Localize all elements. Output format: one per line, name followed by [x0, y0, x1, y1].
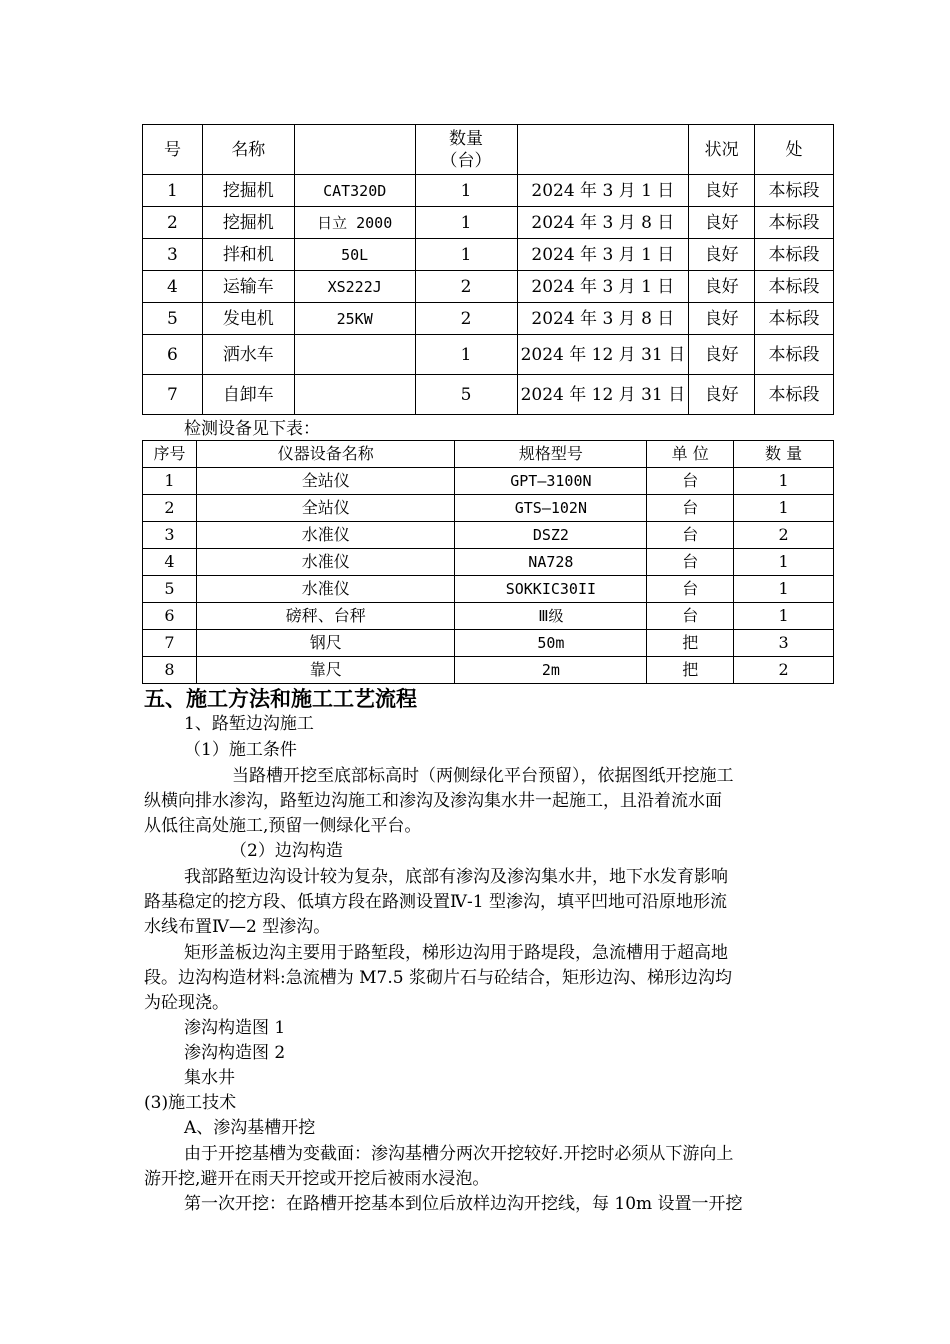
instrument-intro: 检测设备见下表： [184, 419, 320, 439]
header-cell: 规格型号 [455, 441, 647, 468]
table-cell: 本标段 [755, 375, 834, 415]
header-cell: 名称 [202, 125, 294, 175]
table-cell: 1 [415, 207, 517, 239]
table-cell: 钢尺 [196, 630, 455, 657]
table-cell: 本标段 [755, 303, 834, 335]
table-cell: 2m [455, 657, 647, 684]
instrument-table [142, 440, 834, 684]
table-cell: 水准仪 [196, 576, 455, 603]
table-cell: 运输车 [202, 271, 294, 303]
section-heading: 五、施工方法和施工工艺流程 [144, 687, 417, 711]
table-cell: 1 [143, 175, 203, 207]
table-cell: 本标段 [755, 239, 834, 271]
table-cell: 1 [415, 175, 517, 207]
table-cell: 2 [143, 495, 197, 522]
table-row [143, 603, 834, 630]
table-cell: 日立 2000 [294, 207, 415, 239]
table-row [143, 175, 834, 207]
para2-line2: 路基稳定的挖方段、低填方段在路测设置Ⅳ-1 型渗沟，填平凹地可沿原地形流 [144, 892, 727, 912]
table-cell: CAT320D [294, 175, 415, 207]
table-cell: 5 [143, 303, 203, 335]
table-cell: 全站仪 [196, 495, 455, 522]
table-cell: 1 [143, 468, 197, 495]
table-cell: 台 [647, 495, 734, 522]
table-cell: 7 [143, 375, 203, 415]
table-cell: 本标段 [755, 175, 834, 207]
subsection-title: 1、路堑边沟施工 [184, 714, 314, 734]
table-cell: 2 [734, 657, 834, 684]
table-cell: 水准仪 [196, 522, 455, 549]
table-cell: 良好 [689, 375, 755, 415]
table-cell: 洒水车 [202, 335, 294, 375]
table-cell: 2 [415, 271, 517, 303]
table-cell: 25KW [294, 303, 415, 335]
table-cell: 挖掘机 [202, 207, 294, 239]
table-cell: 2024 年 12 月 31 日 [517, 375, 689, 415]
table-cell: 2024 年 12 月 31 日 [517, 335, 689, 375]
table-cell: 把 [647, 657, 734, 684]
table-cell: 2 [734, 522, 834, 549]
table-row [143, 630, 834, 657]
subsection-condition: （1）施工条件 [184, 740, 297, 760]
table-cell: 7 [143, 630, 197, 657]
table-cell: 3 [143, 522, 197, 549]
header-cell: 仪器设备名称 [196, 441, 455, 468]
table-cell: DSZ2 [455, 522, 647, 549]
table-cell: 2024 年 3 月 1 日 [517, 175, 689, 207]
table-cell: 良好 [689, 207, 755, 239]
table-cell: 拌和机 [202, 239, 294, 271]
figure-label-2: 渗沟构造图 2 [184, 1043, 286, 1063]
table-row [143, 522, 834, 549]
table-row [143, 657, 834, 684]
table-cell: 1 [734, 549, 834, 576]
para5-line1: 第一次开挖：在路槽开挖基本到位后放样边沟开挖线，每 10m 设置一开挖 [184, 1194, 743, 1214]
table-cell: 台 [647, 549, 734, 576]
table-cell: 良好 [689, 239, 755, 271]
table-cell: 台 [647, 603, 734, 630]
header-cell [517, 125, 689, 175]
table-cell: 6 [143, 335, 203, 375]
table-cell: GTS—102N [455, 495, 647, 522]
table-cell: 50L [294, 239, 415, 271]
para2-line1: 我部路堑边沟设计较为复杂，底部有渗沟及渗沟集水井，地下水发育影响 [184, 867, 728, 887]
table-cell: 水准仪 [196, 549, 455, 576]
table-cell: 2024 年 3 月 1 日 [517, 271, 689, 303]
table-cell: NA728 [455, 549, 647, 576]
header-cell [294, 125, 415, 175]
para2-line3: 水线布置Ⅳ—2 型渗沟。 [144, 917, 331, 937]
header-cell: 数量 （台） [415, 125, 517, 175]
figure-label-1: 渗沟构造图 1 [184, 1018, 286, 1038]
table-row [143, 303, 834, 335]
table-cell: 6 [143, 603, 197, 630]
table-cell [294, 375, 415, 415]
table-cell: 台 [647, 468, 734, 495]
table-cell: 良好 [689, 335, 755, 375]
table-cell: XS222J [294, 271, 415, 303]
table-cell: 4 [143, 271, 203, 303]
table-cell: 50m [455, 630, 647, 657]
table-cell: 良好 [689, 303, 755, 335]
equipment-table [142, 124, 834, 415]
para4-line2: 游开挖,避开在雨天开挖或开挖后被雨水浸泡。 [144, 1169, 490, 1189]
table-cell: Ⅲ级 [455, 603, 647, 630]
table-cell: 良好 [689, 271, 755, 303]
table-row [143, 375, 834, 415]
para3-line1: 矩形盖板边沟主要用于路堑段，梯形边沟用于路堤段，急流槽用于超高地 [184, 943, 728, 963]
table-cell: 2024 年 3 月 8 日 [517, 303, 689, 335]
para1-line1: 当路槽开挖至底部标高时（两侧绿化平台预留），依据图纸开挖施工 [232, 766, 734, 786]
table-cell: 1 [415, 335, 517, 375]
header-cell: 单 位 [647, 441, 734, 468]
table-cell: 台 [647, 522, 734, 549]
table-cell: 靠尺 [196, 657, 455, 684]
table-cell: 本标段 [755, 207, 834, 239]
table-cell: 磅秤、台秤 [196, 603, 455, 630]
table-row [143, 549, 834, 576]
table-cell: GPT—3100N [455, 468, 647, 495]
table-cell: 4 [143, 549, 197, 576]
table-header-row [143, 125, 834, 175]
table-cell: 1 [415, 239, 517, 271]
table-cell: 1 [734, 603, 834, 630]
well-label: 集水井 [184, 1068, 235, 1088]
header-cell: 号 [143, 125, 203, 175]
table-cell: 挖掘机 [202, 175, 294, 207]
table-cell: 3 [734, 630, 834, 657]
table-cell: 全站仪 [196, 468, 455, 495]
table-cell: 2 [415, 303, 517, 335]
table-cell: 发电机 [202, 303, 294, 335]
table-cell: 本标段 [755, 271, 834, 303]
table-row [143, 495, 834, 522]
header-cell: 数 量 [734, 441, 834, 468]
table-cell: 5 [143, 576, 197, 603]
table-cell: 台 [647, 576, 734, 603]
para1-line2: 纵横向排水渗沟，路堑边沟施工和渗沟及渗沟集水井一起施工，且沿着流水面 [144, 791, 722, 811]
table-row [143, 207, 834, 239]
table-row [143, 271, 834, 303]
table-cell: 1 [734, 495, 834, 522]
table-row [143, 468, 834, 495]
table-cell: 本标段 [755, 335, 834, 375]
table-cell: 1 [734, 576, 834, 603]
table-cell: 良好 [689, 175, 755, 207]
para4-line1: 由于开挖基槽为变截面：渗沟基槽分两次开挖较好.开挖时必须从下游向上 [184, 1144, 734, 1164]
header-cell: 状况 [689, 125, 755, 175]
table-header-row [143, 441, 834, 468]
para3-line3: 为砼现浇。 [144, 993, 229, 1013]
para1-line3: 从低往高处施工,预留一侧绿化平台。 [144, 816, 422, 836]
table-cell: 2024 年 3 月 1 日 [517, 239, 689, 271]
table-row [143, 335, 834, 375]
table-cell: 自卸车 [202, 375, 294, 415]
subsection-structure: （2）边沟构造 [230, 841, 343, 861]
header-cell: 处 [755, 125, 834, 175]
table-cell: 把 [647, 630, 734, 657]
para3-line2: 段。边沟构造材料:急流槽为 M7.5 浆砌片石与砼结合，矩形边沟、梯形边沟均 [144, 968, 732, 988]
table-cell: 1 [734, 468, 834, 495]
table-cell: SOKKIC30II [455, 576, 647, 603]
table-cell: 5 [415, 375, 517, 415]
table-cell: 8 [143, 657, 197, 684]
table-row [143, 576, 834, 603]
table-cell [294, 335, 415, 375]
table-cell: 2024 年 3 月 8 日 [517, 207, 689, 239]
table-cell: 2 [143, 207, 203, 239]
subsection-technique: (3)施工技术 [144, 1093, 237, 1113]
subsection-a: A、渗沟基槽开挖 [184, 1118, 316, 1138]
header-cell: 序号 [143, 441, 197, 468]
table-cell: 3 [143, 239, 203, 271]
table-row [143, 239, 834, 271]
